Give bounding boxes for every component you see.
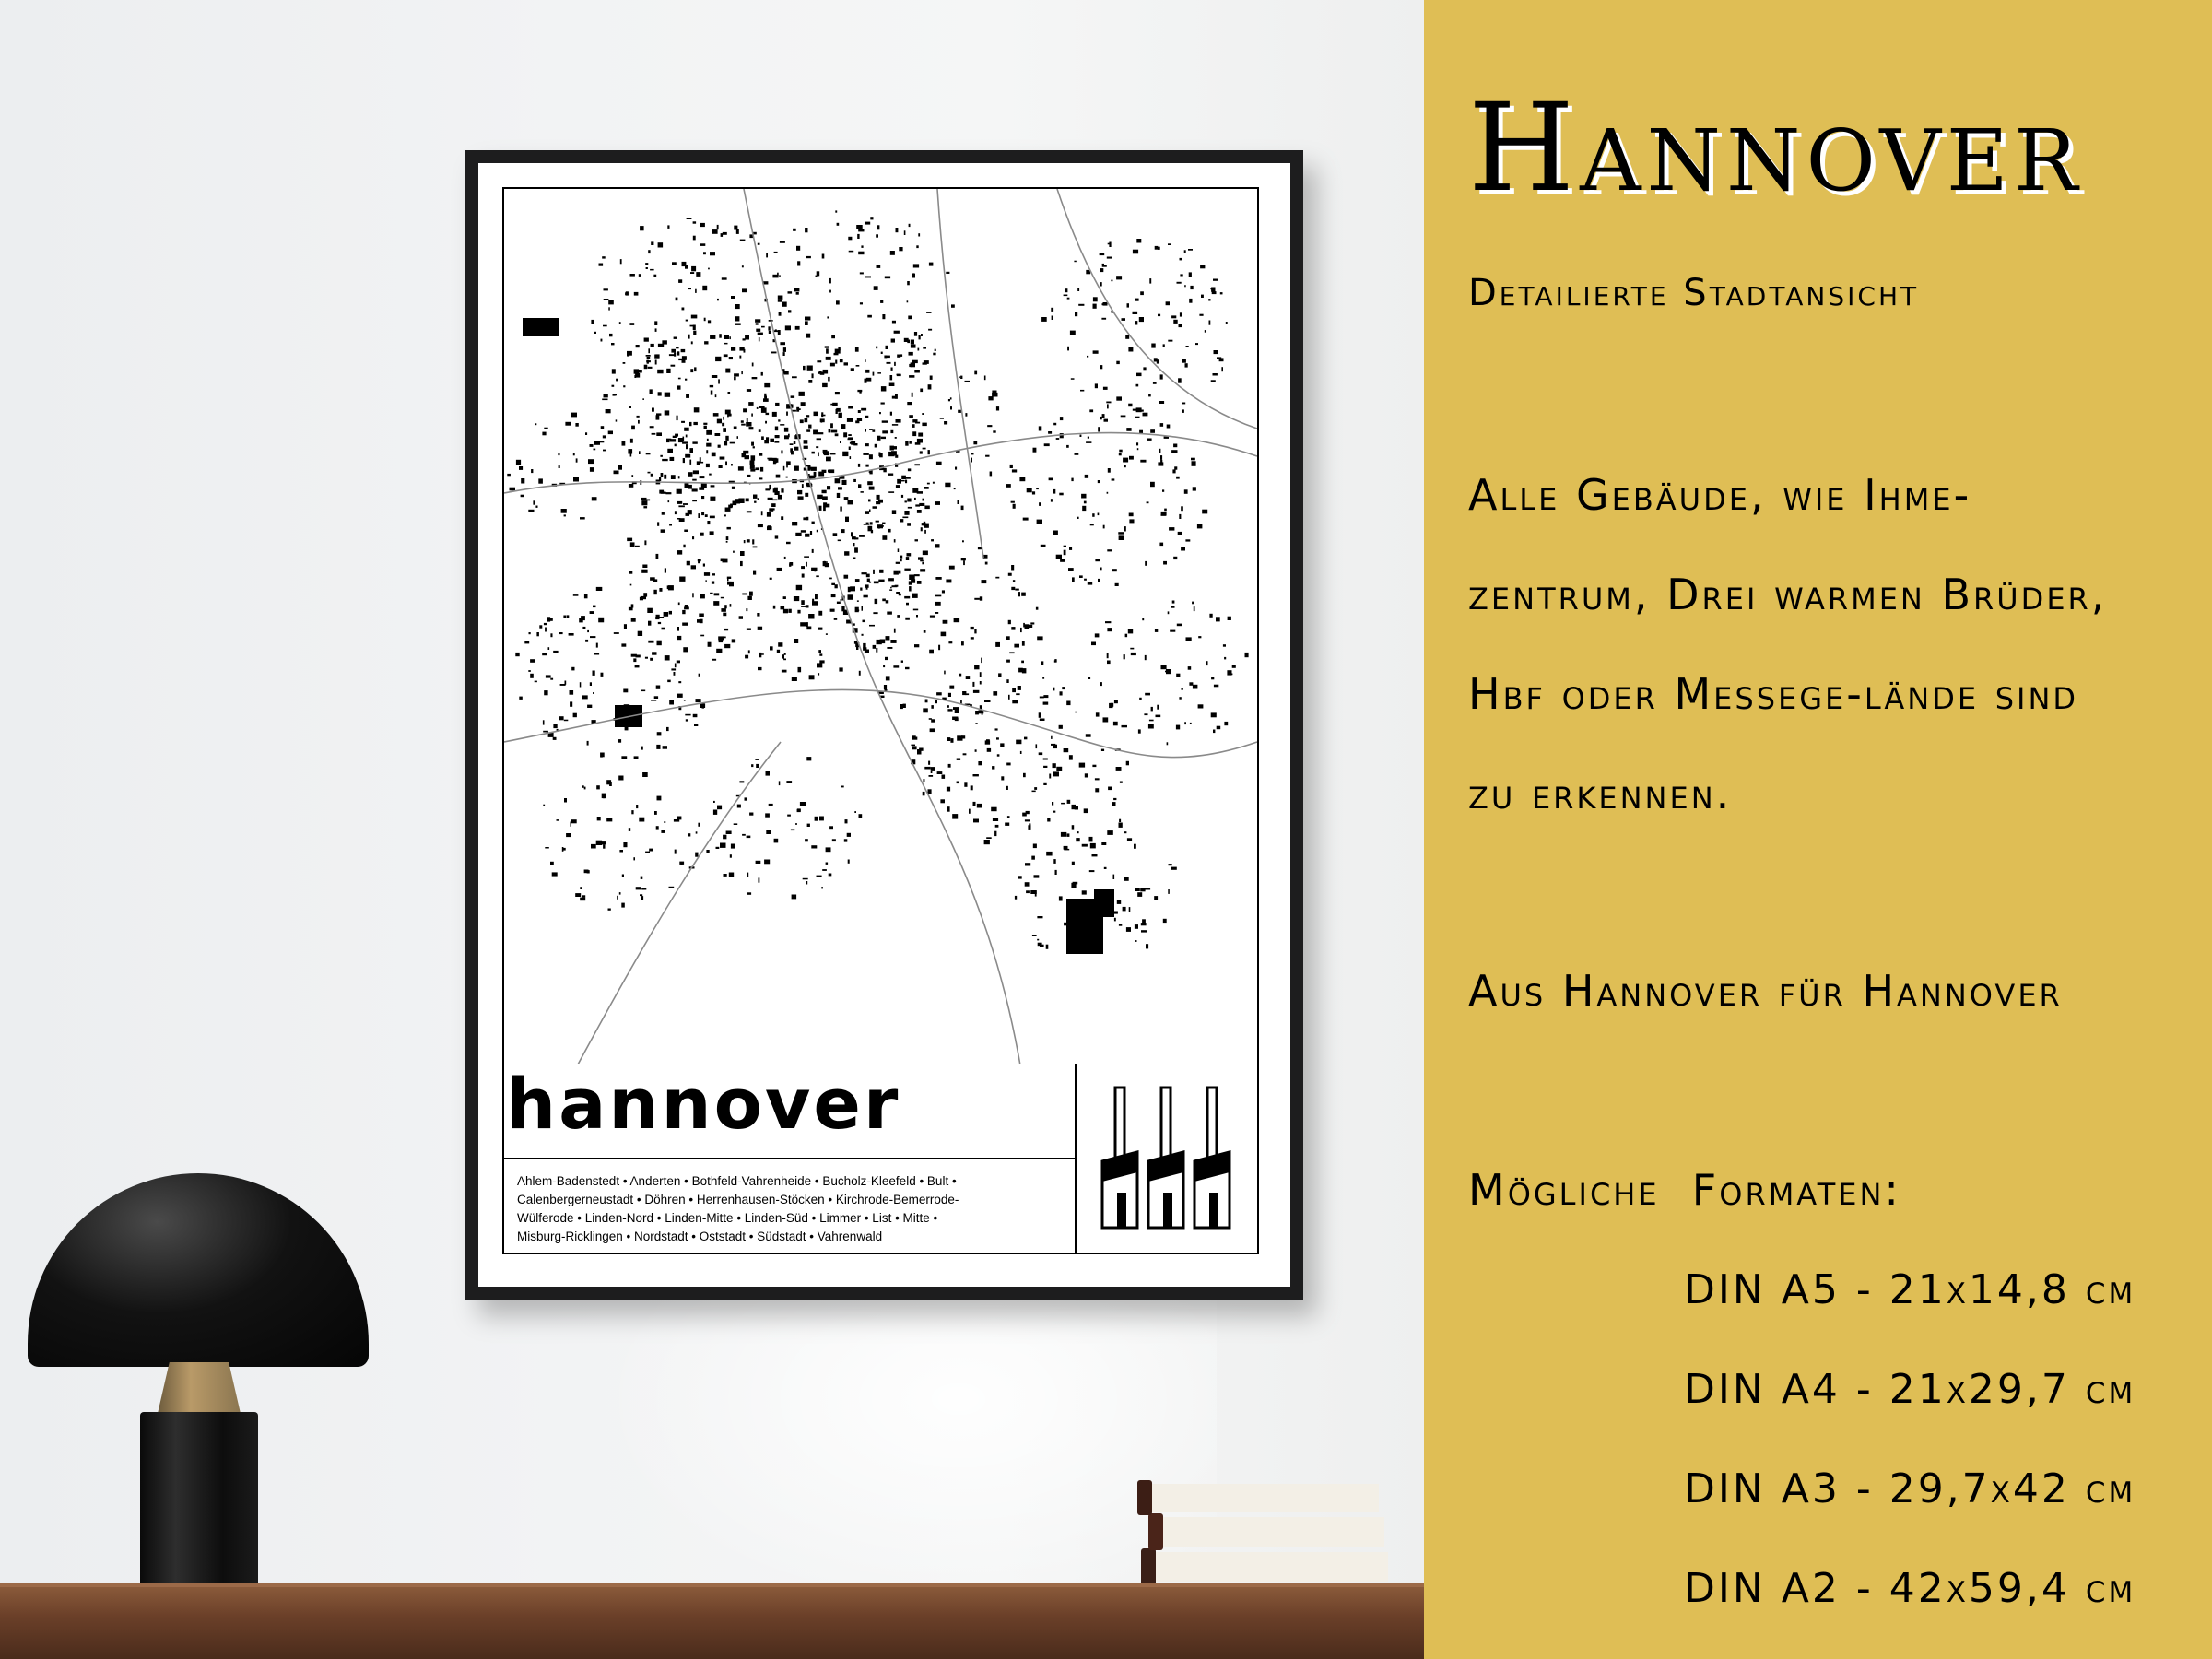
panel-slogan: Aus Hannover für Hannover: [1468, 966, 2063, 1016]
wall-light-reflection: [571, 1244, 1217, 1631]
lamp-base: [140, 1412, 258, 1587]
district-line: Wülferode • Linden-Nord • Linden-Mitte • Linden-Süd • Limmer • List • Mitte •: [517, 1211, 938, 1225]
description-line: Hbf oder Messege-lände sind: [1468, 669, 2079, 719]
poster-frame: [465, 150, 1303, 1300]
lamp-shade: [28, 1173, 369, 1367]
book: [1148, 1513, 1384, 1550]
district-list: [517, 1172, 1070, 1246]
poster-city-name: hannover: [506, 1063, 901, 1145]
format-option: DIN A3 - 29,7x42 cm: [1684, 1465, 2136, 1512]
format-option: DIN A5 - 21x14,8 cm: [1684, 1266, 2136, 1313]
panel-title: Hannover: [1468, 77, 2084, 219]
description-line: zentrum, Drei warmen Brüder,: [1468, 570, 2108, 619]
format-option: DIN A4 - 21x29,7 cm: [1684, 1366, 2136, 1413]
city-map: [502, 187, 1259, 1067]
info-panel: [1424, 0, 2212, 1659]
book: [1137, 1480, 1379, 1515]
format-option: DIN A2 - 42x59,4 cm: [1684, 1565, 2136, 1612]
lamp-neck: [157, 1362, 241, 1418]
poster: [478, 163, 1290, 1287]
description-line: Alle Gebäude, wie Ihme-: [1468, 470, 1972, 520]
poster-label-box: [502, 1064, 1259, 1254]
formats-heading: Mögliche Formaten:: [1468, 1165, 1901, 1215]
power-plant-chimneys-icon: [1077, 1064, 1257, 1253]
district-line: Ahlem-Badenstedt • Anderten • Bothfeld-Vahrenheide • Bucholz-Kleefeld • Bult •: [517, 1174, 957, 1188]
description-line: zu erkennen.: [1468, 769, 1733, 818]
poster-divider: [504, 1158, 1075, 1159]
book: [1141, 1548, 1388, 1585]
poster-label-text-area: [504, 1064, 1077, 1253]
district-line: Calenbergerneustadt • Döhren • Herrenhausen-Stöcken • Kirchrode-Bemerrode-: [517, 1193, 959, 1206]
district-line: Misburg-Ricklingen • Nordstadt • Oststadt • Südstadt • Vahrenwald: [517, 1230, 883, 1243]
panel-subtitle: Detailierte Stadtansicht: [1468, 272, 1920, 314]
wooden-shelf: [0, 1587, 1424, 1659]
city-map-graphic: [504, 189, 1257, 1065]
